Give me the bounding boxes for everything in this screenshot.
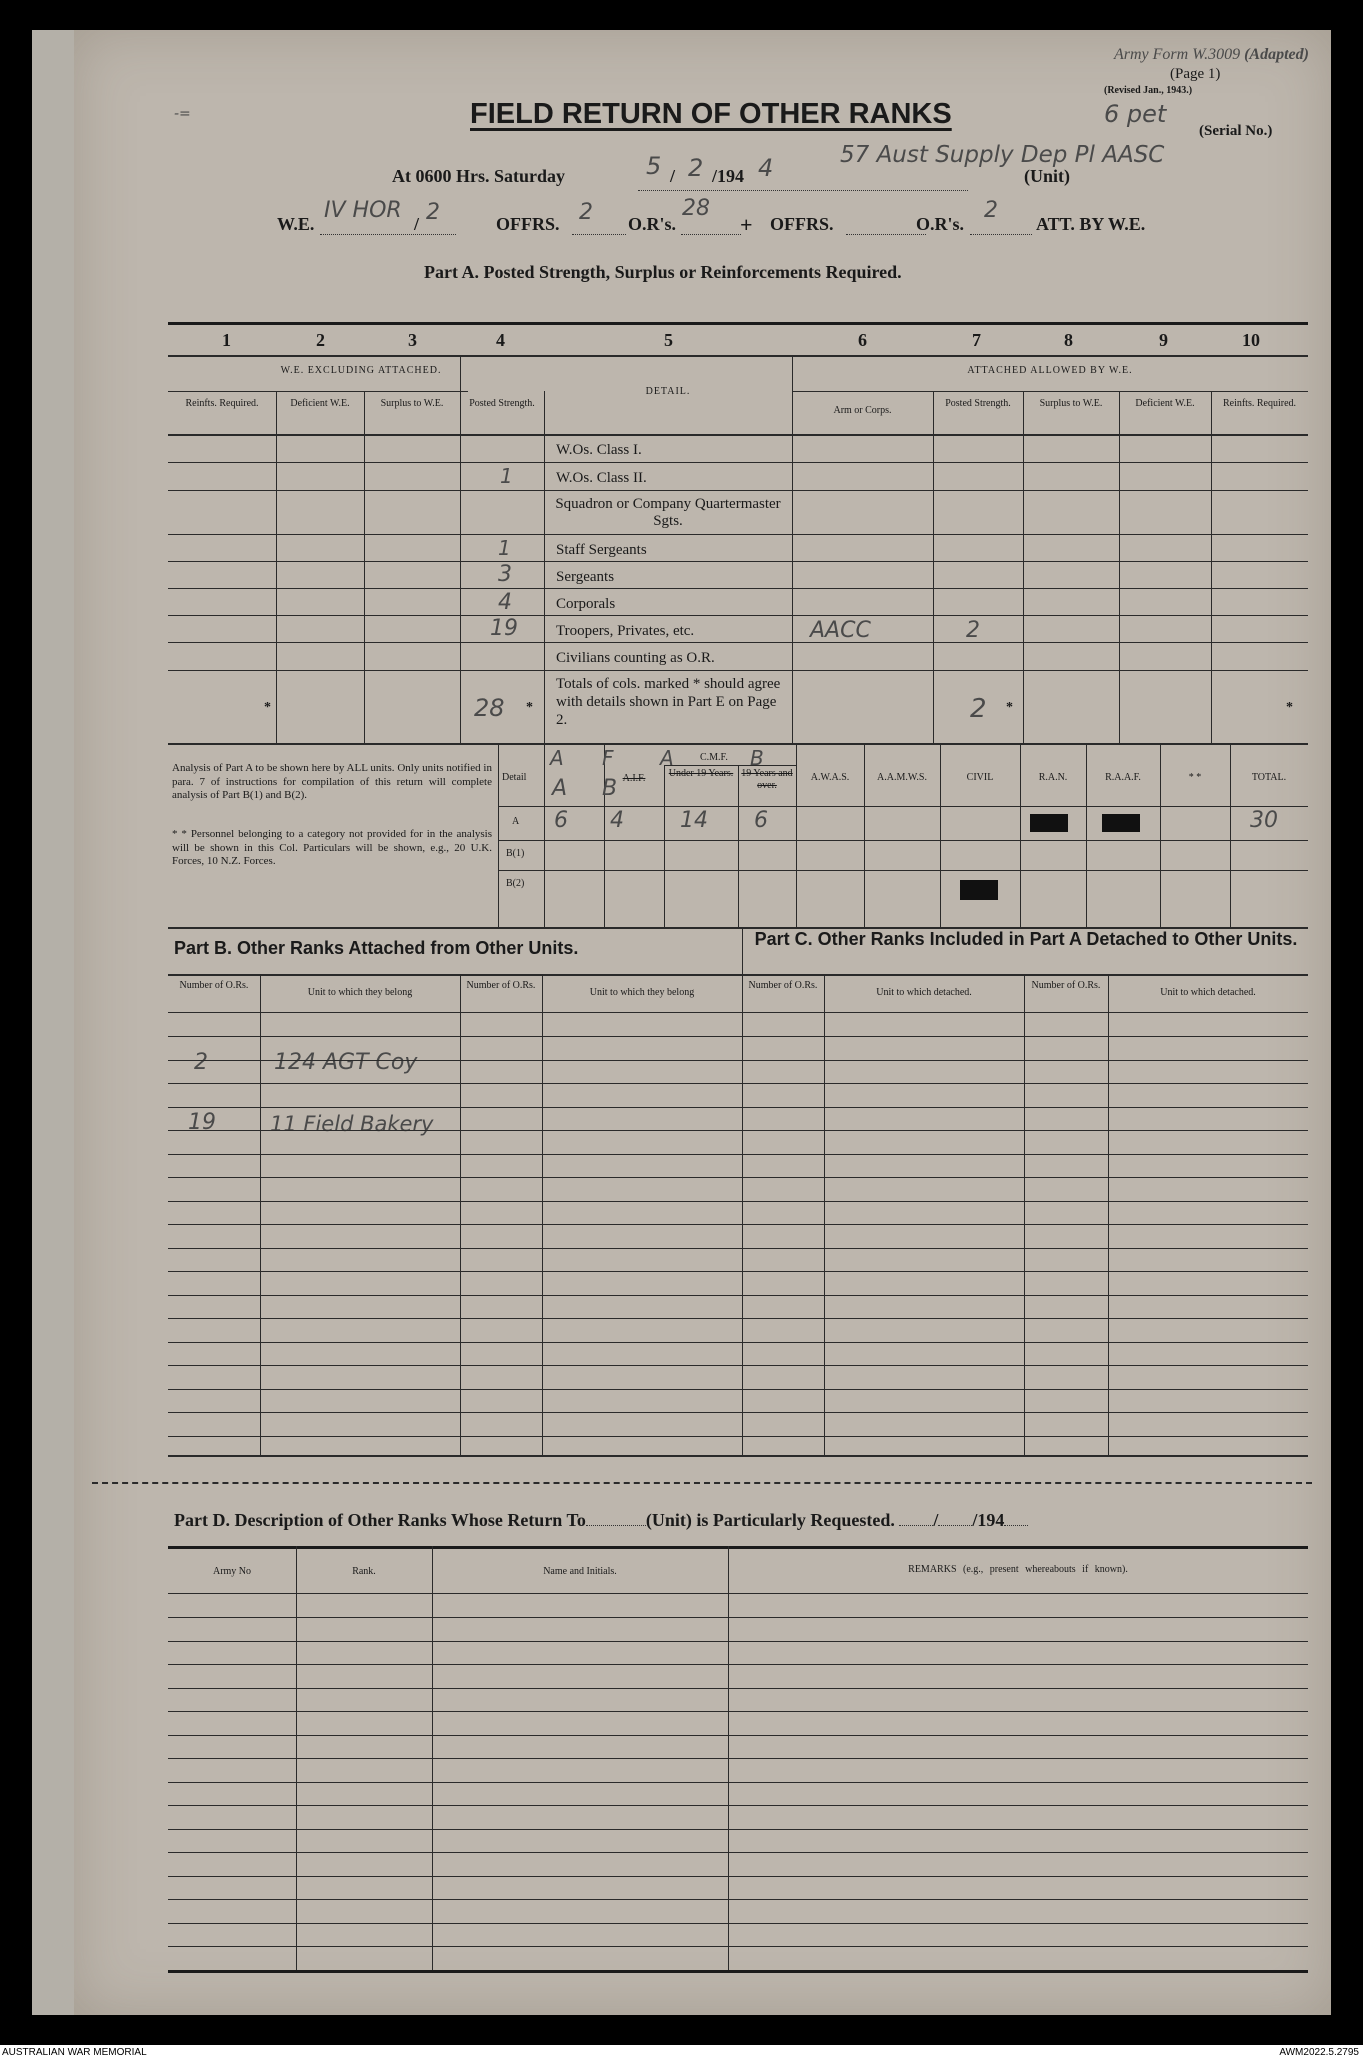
we-value: IV HOR [324, 198, 402, 223]
ruled-line [168, 1805, 1308, 1806]
detail-corporals: Corporals [556, 596, 616, 612]
ruled-line [168, 1852, 1308, 1853]
ruled-line [168, 1177, 1308, 1178]
ruled-line [168, 1154, 1308, 1155]
detail-sergeants: Sergeants [556, 569, 615, 585]
form-page [74, 30, 1331, 2015]
date-year: 4 [758, 154, 774, 182]
att-posted-troopers: 2 [966, 618, 980, 643]
ruled-line [168, 1899, 1308, 1900]
ruled-line [168, 1412, 1308, 1413]
ruled-line [168, 1365, 1308, 1366]
posted-troopers: 19 [490, 616, 518, 641]
header-posted-strength: Posted Strength. [469, 398, 535, 409]
analysis-hand-b: B [750, 746, 764, 770]
cut-line [92, 1482, 1312, 1484]
part-b-header-number2: Number of O.Rs. [466, 980, 536, 991]
date-sep1: / [670, 166, 676, 186]
ruled-line [168, 1829, 1308, 1830]
detail-totals: Totals of cols. marked * should agree with details shown in Part E on Page 2. [556, 676, 781, 728]
ruled-line [168, 1130, 1308, 1131]
ors2-line [970, 234, 1032, 235]
unit-handwritten: 57 Aust Supply Dep Pl AASC [840, 142, 1165, 168]
we-excluding-header: W.E. EXCLUDING ATTACHED. [280, 365, 442, 376]
ors-value: 28 [682, 196, 710, 221]
analysis-col-ran: R.A.N. [1038, 772, 1068, 783]
at-label: At 0600 Hrs. Saturday [392, 166, 566, 186]
part-b-entry2-number: 19 [188, 1110, 216, 1135]
analysis-hand-a3: A [552, 776, 568, 801]
analysis-a-val1: 6 [554, 808, 568, 833]
ruled-line [168, 1271, 1308, 1272]
col-number-5: 5 [664, 330, 673, 350]
detail-troopers: Troopers, Privates, etc. [556, 623, 695, 639]
ruled-line [168, 1436, 1308, 1437]
part-d-title-b: (Unit) is Particularly Requested. [645, 1510, 895, 1530]
part-b-entry1-number: 2 [194, 1050, 208, 1075]
ruled-line [168, 1201, 1308, 1202]
adapted-label: (Adapted) [1244, 46, 1309, 63]
army-form-label: Army Form W.3009 [1114, 46, 1241, 63]
archive-footer [0, 2045, 1363, 2061]
ruled-line [168, 1641, 1308, 1642]
detail-wo-class1: W.Os. Class I. [556, 442, 642, 458]
analysis-hand-a2: A [660, 746, 674, 770]
ruled-line [168, 1664, 1308, 1665]
we-sep: / [414, 214, 420, 234]
we-label: W.E. [277, 214, 315, 234]
part-b-header-number1: Number of O.Rs. [179, 980, 249, 991]
analysis-hand-b2: B [602, 776, 618, 801]
part-b-entry2-unit: 11 Field Bakery [270, 1112, 434, 1136]
detail-civilians: Civilians counting as O.R. [556, 650, 715, 666]
att-label: ATT. BY W.E. [1036, 214, 1146, 234]
ruled-line [168, 1224, 1308, 1225]
redaction-ran [1030, 814, 1068, 832]
totals-star-reinfts: * [264, 700, 271, 715]
we-line [320, 234, 456, 235]
ruled-line [168, 1107, 1308, 1108]
serial-value: 6 pet [1104, 100, 1167, 128]
header-reinfts-required: Reinfts. Required. [185, 398, 259, 409]
part-d-title-a: Part D. Description of Other Ranks Whose Return To [174, 1510, 586, 1530]
analysis-col-total: TOTAL. [1251, 772, 1287, 783]
analysis-row-b2: B(2) [506, 878, 525, 889]
part-b-header-unit2: Unit to which they belong [589, 987, 695, 998]
part-c-header-unit2: Unit to which detached. [1160, 987, 1256, 998]
redaction-raaf [1102, 814, 1140, 832]
analysis-hand-f: F [602, 746, 614, 770]
part-a-title: Part A. Posted Strength, Surplus or Reinforcements Required. [424, 262, 902, 282]
part-c-header-number1: Number of O.Rs. [748, 980, 818, 991]
stray-mark: -= [174, 106, 191, 122]
offrs2-label: OFFRS. [770, 214, 834, 234]
ors2-value: 2 [984, 198, 998, 223]
offrs-value: 2 [579, 200, 593, 225]
ruled-line [168, 1735, 1308, 1736]
analysis-a-total: 30 [1250, 808, 1278, 833]
analysis-cmf-label: C.M.F. [700, 752, 728, 763]
totals-star-posted: * [526, 700, 533, 715]
analysis-detail-label: Detail [502, 772, 527, 783]
part-d-header-rank: Rank. [352, 1566, 376, 1577]
analysis-a-val3: 14 [680, 808, 708, 833]
analysis-note: Analysis of Part A to be shown here by ALL units. Only units notified in para. 7 of instructions for compilation of this return will complete analysis of Part B(1) and B(2). [172, 762, 492, 801]
ors-line [681, 234, 741, 235]
analysis-col-civil: CIVIL [966, 772, 994, 783]
unit-label: (Unit) [1024, 166, 1070, 186]
part-b-title: Part B. Other Ranks Attached from Other Units. [174, 938, 579, 958]
analysis-row-b1: B(1) [506, 848, 525, 859]
header-att-posted: Posted Strength. [945, 398, 1011, 409]
detail-qm-sgts: Squadron or Company Quartermaster Sgts. [555, 496, 781, 529]
detail-wo-class2: W.Os. Class II. [556, 470, 647, 486]
part-c-header-unit1: Unit to which detached. [876, 987, 972, 998]
ruled-line [168, 1758, 1308, 1759]
part-d-header-remarks: REMARKS (e.g., present whereabouts if known). [908, 1564, 1128, 1575]
analysis-col-awas: A.W.A.S. [810, 772, 850, 783]
header-deficient: Deficient W.E. [290, 398, 350, 409]
ruled-line [168, 1083, 1308, 1084]
posted-corporals: 4 [498, 590, 512, 615]
ruled-line [168, 1318, 1308, 1319]
offrs-label: OFFRS. [496, 214, 560, 234]
ruled-line [168, 1711, 1308, 1712]
ruled-line [168, 1688, 1308, 1689]
part-d-title-d: /194 [972, 1510, 1005, 1530]
analysis-col-raaf: R.A.A.F. [1105, 772, 1141, 783]
part-c-header-number2: Number of O.Rs. [1031, 980, 1101, 991]
part-d-title-c: / [933, 1510, 939, 1530]
col-number-10: 10 [1242, 330, 1260, 350]
part-d-header-name: Name and Initials. [543, 1566, 617, 1577]
footer-accession: AWM2022.5.2795 [1279, 2047, 1359, 2058]
part-d-title [174, 1510, 1028, 1531]
we-value2: 2 [426, 200, 440, 225]
analysis-under19: Under 19 Years. [668, 768, 734, 779]
analysis-note-categories: * * Personnel belonging to a category not provided for in the analysis will be shown in this Col. Particulars will be shown, e.g., 20 U.K. Forces, 10 N.Z. Forces. [172, 828, 492, 867]
ruled-line [168, 1060, 1308, 1061]
col-number-1: 1 [222, 330, 231, 350]
analysis-col-other: * * [1188, 772, 1202, 783]
ruled-line [168, 1876, 1308, 1877]
header-surplus: Surplus to W.E. [380, 398, 444, 409]
ors2-label: O.R's. [916, 214, 965, 234]
analysis-row-a: A [512, 816, 520, 827]
header-att-reinfts: Reinfts. Required. [1222, 398, 1297, 409]
header-att-surplus: Surplus to W.E. [1039, 398, 1103, 409]
ruled-line [168, 1342, 1308, 1343]
posted-staff-sergeants: 1 [498, 536, 511, 560]
page-label: (Page 1) [1170, 66, 1221, 82]
ruled-line [168, 1923, 1308, 1924]
header-att-deficient: Deficient W.E. [1135, 398, 1195, 409]
analysis-hand-a1: A [550, 746, 564, 770]
part-b-entry1-unit: 124 AGT Coy [274, 1050, 418, 1075]
totals-att-posted: 2 [970, 694, 987, 724]
analysis-over19: 19 Years and over. [741, 768, 793, 791]
footer-institution: AUSTRALIAN WAR MEMORIAL [2, 2047, 147, 2058]
offrs-line [572, 234, 626, 235]
attached-allowed-header: ATTACHED ALLOWED BY W.E. [967, 365, 1133, 376]
totals-star-right: * [1286, 700, 1293, 715]
col-number-7: 7 [972, 330, 981, 350]
analysis-aif-label: A.I.F. [622, 773, 646, 784]
detail-staff-sergeants: Staff Sergeants [556, 542, 647, 558]
analysis-col-aamws: A.A.M.W.S. [877, 772, 927, 783]
ors-label: O.R's. [628, 214, 677, 234]
offrs2-line [846, 234, 926, 235]
page-title: FIELD RETURN OF OTHER RANKS [470, 98, 952, 130]
header-arm-corps: Arm or Corps. [833, 405, 892, 416]
totals-star-att: * [1006, 700, 1013, 715]
ruled-line [168, 1782, 1308, 1783]
col-number-9: 9 [1159, 330, 1168, 350]
date-sep2: /194 [712, 166, 745, 186]
col-number-2: 2 [316, 330, 325, 350]
col-number-8: 8 [1064, 330, 1073, 350]
totals-posted: 28 [474, 694, 505, 722]
revised-label: (Revised Jan., 1943.) [1104, 85, 1193, 96]
analysis-a-val2: 4 [610, 808, 624, 833]
plus-sign: + [740, 212, 753, 237]
col-number-4: 4 [496, 330, 505, 350]
posted-sergeants: 3 [498, 562, 512, 587]
part-b-header-unit1: Unit to which they belong [307, 987, 413, 998]
ruled-line [168, 1389, 1308, 1390]
date-day: 5 [646, 152, 662, 180]
ruled-line [168, 1036, 1308, 1037]
ruled-line [168, 1946, 1308, 1947]
col-number-3: 3 [408, 330, 417, 350]
ruled-line [168, 1248, 1308, 1249]
paper-edge-strip [32, 30, 78, 2015]
col-number-6: 6 [858, 330, 867, 350]
serial-label: (Serial No.) [1199, 123, 1273, 139]
ruled-line [168, 1295, 1308, 1296]
detail-header: DETAIL. [645, 386, 691, 397]
analysis-a-val4: 6 [754, 808, 768, 833]
posted-wo-class2: 1 [500, 464, 513, 488]
arm-troopers: AACC [810, 618, 871, 643]
part-d-header-army-no: Army No [212, 1566, 252, 1577]
date-month: 2 [688, 154, 704, 182]
part-c-title: Part C. Other Ranks Included in Part A Detached to Other Units. [754, 929, 1298, 949]
ruled-line [168, 1617, 1308, 1618]
redaction-civil [960, 880, 998, 900]
